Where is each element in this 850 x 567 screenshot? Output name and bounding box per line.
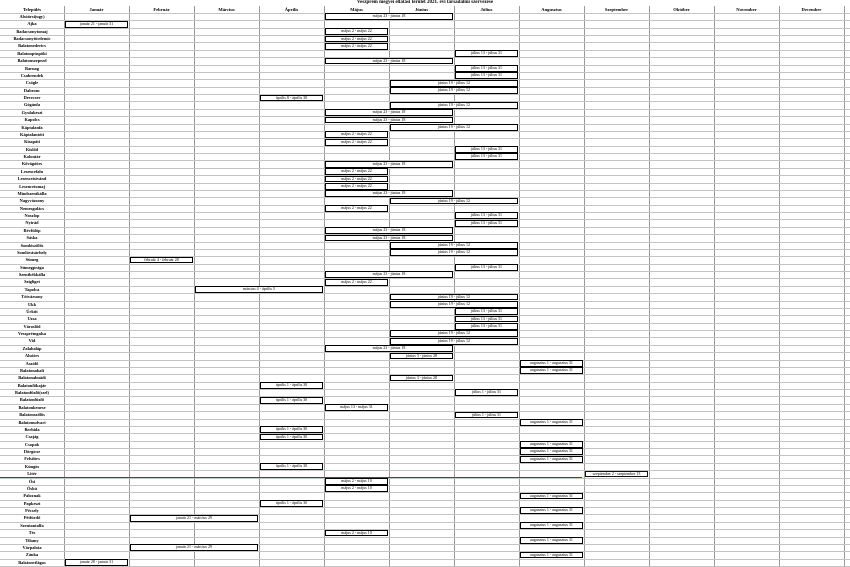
settlement-name: Balatonszepezd: [17, 58, 47, 64]
grid-row-line: [0, 507, 850, 508]
schedule-bar: augusztus 1 - augusztus 31: [520, 456, 583, 463]
schedule-bar: augusztus 1 - augusztus 31: [520, 441, 583, 448]
schedule-bar: július 13 - július 31: [455, 146, 518, 153]
grid-row-line: [0, 411, 850, 412]
schedule-bar: június 19 - július 12: [390, 301, 518, 308]
grid-row-line: [0, 35, 850, 36]
settlement-name: Gógánfa: [23, 102, 41, 108]
grid-row-line: [0, 441, 850, 442]
settlement-name: Küngös: [24, 463, 40, 469]
grid-row-line: [0, 470, 850, 471]
schedule-bar: július 13 - július 31: [455, 323, 518, 330]
grid-row-line: [0, 455, 850, 456]
schedule-bar: május 23 - június 18: [325, 161, 453, 168]
settlement-name: Nemesgulács: [19, 205, 45, 211]
header-month: Március: [218, 7, 235, 12]
header-month: Szeptember: [604, 7, 629, 12]
settlement-name: Városlőd: [23, 323, 41, 329]
grid-row-line: [0, 485, 850, 486]
grid-row-line: [0, 551, 850, 552]
grid-row-line: [0, 537, 850, 538]
schedule-bar: január 21 - március 29: [130, 544, 258, 551]
grid-row-line: [0, 544, 850, 545]
settlement-name: Gyulakeszi: [21, 109, 43, 115]
settlement-name: Badacsonytördemic: [13, 36, 51, 42]
settlement-name: Szentantalfa: [20, 522, 44, 528]
page-title: Veszprém megyei ellátási terület 2021. évi társadalmi szervezése: [356, 0, 494, 5]
settlement-name: Sümeg: [25, 257, 39, 263]
header-month: Október: [673, 7, 690, 12]
grid-row-line: [0, 50, 850, 51]
grid-row-line: [0, 286, 850, 287]
settlement-name: Balatonudvari: [18, 419, 46, 425]
schedule-bar: augusztus 1 - augusztus 31: [520, 419, 583, 426]
schedule-bar: július 13 - július 31: [455, 50, 518, 57]
settlement-name: Révfülöp: [23, 227, 41, 233]
grid-row-line: [0, 419, 850, 420]
settlement-name: Dörgicse: [23, 449, 41, 455]
schedule-bar: július 13 - július 31: [455, 308, 518, 315]
settlement-name: Uzsa: [27, 316, 37, 322]
schedule-bar: május 2 - május 22: [325, 205, 388, 212]
schedule-bar: május 23 - június 18: [325, 227, 453, 234]
settlement-name: Lesencetomaj: [19, 183, 45, 189]
schedule-bar: augusztus 1 - augusztus 31: [520, 448, 583, 455]
header-month: December: [801, 7, 822, 12]
grid-row-line: [0, 219, 850, 220]
schedule-bar: május 2 - május 22: [325, 168, 388, 175]
settlement-name: Paloznak: [23, 493, 41, 499]
schedule-bar: április 1 - április 30: [260, 434, 323, 441]
schedule-bar: április 1 - április 30: [260, 500, 323, 507]
schedule-bar: május 2 - május 22: [325, 28, 388, 35]
settlement-name: Pétfürdő: [23, 515, 41, 521]
grid-row-line: [0, 433, 850, 434]
settlement-name: Sümegprága: [20, 264, 44, 270]
schedule-bar: június 19 - július 12: [390, 330, 518, 337]
schedule-bar: május 2 - május 22: [325, 36, 388, 43]
settlement-name: Ukk: [27, 301, 37, 307]
settlement-name: Balatonfűzfő(szel): [15, 390, 49, 396]
grid-row-line: [0, 183, 850, 184]
schedule-bar: április 1 - április 30: [260, 426, 323, 433]
schedule-bar: július 1 - július 31: [455, 412, 518, 419]
highlight-line: [0, 477, 582, 478]
settlement-name: Kapolcs: [24, 117, 40, 123]
settlement-name: Berhida: [24, 426, 40, 432]
settlement-name: Zánka: [25, 552, 39, 558]
schedule-bar: január 28 - január 31: [65, 559, 128, 566]
settlement-name: Alsóörs: [24, 353, 40, 359]
header-month: Január: [89, 7, 104, 12]
grid-row-line: [0, 65, 850, 66]
settlement-name: Vid: [28, 338, 36, 344]
schedule-bar: június 19 - július 12: [390, 87, 518, 94]
settlement-name: Felsőörs: [24, 456, 40, 462]
grid-row-line: [0, 175, 850, 176]
schedule-bar: május 23 - június 18: [325, 109, 453, 116]
settlement-name: Csopak: [24, 441, 40, 447]
grid-row-line: [0, 522, 850, 523]
settlement-name: Pécsely: [25, 508, 39, 513]
schedule-bar: augusztus 1 - augusztus 31: [520, 493, 583, 500]
schedule-bar: április 1 - április 30: [260, 382, 323, 389]
settlement-name: Balatonszőlős: [19, 412, 45, 418]
settlement-name: Devecser: [23, 95, 41, 101]
schedule-bar: május 23 - június 18: [325, 13, 453, 20]
settlement-name: Badacsonytomaj: [16, 28, 48, 34]
settlement-name: Tihany: [25, 537, 39, 543]
grid-row-line: [0, 514, 850, 515]
grid-row-line: [0, 168, 850, 169]
schedule-bar: április 8 - április 30: [260, 95, 323, 102]
settlement-name: Szentbékkálla: [18, 272, 46, 278]
settlement-name: Csabrendek: [20, 72, 44, 78]
schedule-bar: május 2 - május 22: [325, 183, 388, 190]
schedule-bar: május 23 - június 18: [325, 271, 453, 278]
grid-row-line: [0, 426, 850, 427]
schedule-bar: június 19 - július 12: [390, 80, 518, 87]
grid-row-line: [0, 146, 850, 147]
schedule-bar: június 19 - július 12: [390, 338, 518, 345]
schedule-bar: június 19 - július 12: [390, 102, 518, 109]
grid-row-line: [0, 323, 850, 324]
settlement-name: Veszprémgalsa: [18, 331, 46, 337]
settlement-name: Mindszentkálla: [17, 190, 47, 196]
settlement-name: Kisapáti: [24, 139, 40, 145]
grid-row-line: [0, 529, 850, 530]
schedule-bar: június 19 - július 12: [390, 198, 518, 205]
grid-row-line: [0, 463, 850, 464]
grid-row-line: [0, 389, 850, 390]
grid-row-line: [0, 138, 850, 139]
schedule-bar: augusztus 1 - augusztus 31: [520, 360, 583, 367]
settlement-name: Balatonfőkajár: [17, 382, 47, 388]
settlement-name: Alsóörsi(ugy): [19, 14, 45, 19]
header-month: Április: [284, 7, 299, 12]
schedule-bar: május 2 - május 10: [325, 485, 388, 492]
settlement-name: Balatonvilágos: [18, 559, 46, 565]
settlement-name: Kislőd: [25, 146, 39, 152]
settlement-name: Lesenceistvánd: [17, 176, 47, 182]
grid-row-line: [0, 315, 850, 316]
grid-row-line: [0, 131, 850, 132]
grid-row-line: [0, 28, 850, 29]
settlement-name: Öskü: [26, 485, 37, 491]
schedule-bar: május 2 - május 10: [325, 478, 388, 485]
header-month: Július: [480, 7, 493, 12]
grid-row-line: [0, 360, 850, 361]
settlement-name: Zalahaláp: [22, 345, 42, 351]
settlement-name: Aszófő: [25, 360, 39, 366]
grid-row-line: [0, 278, 850, 279]
schedule-bar: július 13 - július 31: [455, 264, 518, 271]
settlement-name: Káptalanfa: [21, 124, 43, 130]
schedule-bar: április 1 - április 30: [260, 463, 323, 470]
grid-row-line: [0, 94, 850, 95]
schedule-bar: július 13 - július 31: [455, 153, 518, 160]
settlement-name: Tés: [28, 530, 36, 536]
settlement-name: Balatonakali: [20, 367, 44, 373]
settlement-name: Káptalantóti: [20, 131, 44, 137]
grid-row-line: [0, 396, 850, 397]
settlement-name: Balatonkenese: [18, 404, 46, 410]
schedule-bar: szeptember 2 - szeptember 13: [585, 471, 648, 478]
schedule-bar: február 4 - február 28: [130, 257, 193, 264]
grid-row-line: [0, 264, 850, 265]
header-settlement: Település: [22, 7, 42, 12]
schedule-bar: május 2 - május 22: [325, 176, 388, 183]
settlement-name: Szigliget: [24, 279, 40, 285]
schedule-bar: július 13 - július 31: [455, 72, 518, 79]
grid-row-line: [0, 367, 850, 368]
header-month: November: [736, 7, 757, 12]
grid-row-line: [0, 256, 850, 257]
schedule-bar: június 3 - június 28: [390, 375, 453, 382]
schedule-bar: május 2 - május 22: [325, 131, 388, 138]
schedule-bar: augusztus 1 - augusztus 31: [520, 537, 583, 544]
settlement-name: Tapolca: [24, 286, 40, 292]
schedule-bar: május 23 - június 18: [325, 345, 453, 352]
schedule-bar: augusztus 1 - augusztus 31: [520, 367, 583, 374]
header-month: Május: [350, 7, 363, 12]
settlement-name: Balatonfűzfő: [19, 397, 45, 403]
settlement-name: Sáska: [26, 235, 38, 241]
settlement-name: Csajág: [25, 434, 39, 440]
settlement-name: Úrkút: [26, 308, 38, 314]
settlement-name: Litér: [27, 471, 37, 477]
schedule-bar: június 19 - július 12: [390, 249, 518, 256]
settlement-name: Noszlop: [24, 213, 40, 219]
header-month: Június: [414, 7, 429, 12]
settlement-name: Balatonpüspöki: [17, 50, 47, 56]
settlement-name: Somlóvásárhely: [17, 249, 47, 255]
header-month: Augusztus: [541, 7, 562, 12]
settlement-name: Tótvázsony: [21, 294, 43, 300]
grid-row-line: [0, 42, 850, 43]
schedule-bar: április 1 - április 30: [260, 397, 323, 404]
settlement-name: Kolontár: [23, 154, 41, 160]
grid-row-line: [0, 404, 850, 405]
schedule-bar: május 23 - június 18: [325, 117, 453, 124]
schedule-bar: július 13 - július 31: [455, 220, 518, 227]
schedule-bar: augusztus 1 - augusztus 31: [520, 552, 583, 559]
settlement-name: Papkeszi: [23, 500, 41, 506]
header-month: Február: [153, 7, 170, 12]
settlement-name: Nagyvázsony: [19, 198, 45, 204]
schedule-bar: március 4 - április 5: [195, 286, 323, 293]
settlement-name: Balatonederics: [18, 43, 46, 49]
schedule-bar: augusztus 1 - augusztus 31: [520, 522, 583, 529]
settlement-name: Várpalota: [22, 544, 42, 550]
grid-row-line: [0, 153, 850, 154]
schedule-bar: június 19 - július 12: [390, 242, 518, 249]
schedule-bar: augusztus 1 - augusztus 31: [520, 507, 583, 514]
schedule-bar: május 23 - június 18: [325, 58, 453, 65]
grid-row-line: [0, 492, 850, 493]
grid-row-line: [0, 72, 850, 73]
schedule-bar: május 2 - május 22: [325, 139, 388, 146]
schedule-bar: június 19 - július 12: [390, 294, 518, 301]
settlement-name: Somlószőlős: [20, 242, 44, 248]
schedule-bar: január 21 - január 31: [65, 21, 128, 28]
settlement-name: Dabronc: [23, 87, 41, 93]
schedule-bar: június 19 - július 12: [390, 124, 518, 131]
schedule-bar: május 2 - május 22: [325, 279, 388, 286]
settlement-name: Nyirád: [25, 220, 39, 226]
grid-row-line: [0, 382, 850, 383]
settlement-name: Balatonalmádi: [18, 375, 46, 381]
schedule-bar: május 2 - május 10: [325, 530, 388, 537]
grid-row-line: [0, 500, 850, 501]
settlement-name: Barnag: [25, 65, 39, 71]
settlement-name: Csögle: [25, 80, 39, 86]
schedule-bar: május 23 - június 18: [325, 235, 453, 242]
settlement-name: Lesencefalu: [20, 168, 44, 174]
schedule-bar: július 13 - július 31: [455, 65, 518, 72]
schedule-bar: május 2 - május 22: [325, 43, 388, 50]
schedule-bar: május 13 - május 31: [325, 404, 388, 411]
settlement-name: Kővágóörs: [21, 161, 43, 167]
schedule-bar: január 21 - március 29: [130, 515, 258, 522]
schedule-bar: július 1 - július 31: [455, 389, 518, 396]
schedule-bar: június 3 - június 28: [390, 353, 453, 360]
schedule-bar: július 13 - július 31: [455, 212, 518, 219]
schedule-bar: július 13 - július 31: [455, 316, 518, 323]
schedule-bar: május 23 - június 18: [325, 190, 453, 197]
grid-row-line: [0, 448, 850, 449]
settlement-name: Ősi: [28, 478, 36, 484]
grid-row-line: [0, 212, 850, 213]
settlement-name: Ajka: [27, 21, 37, 27]
grid-row-line: [0, 205, 850, 206]
grid-row-line: [0, 308, 850, 309]
